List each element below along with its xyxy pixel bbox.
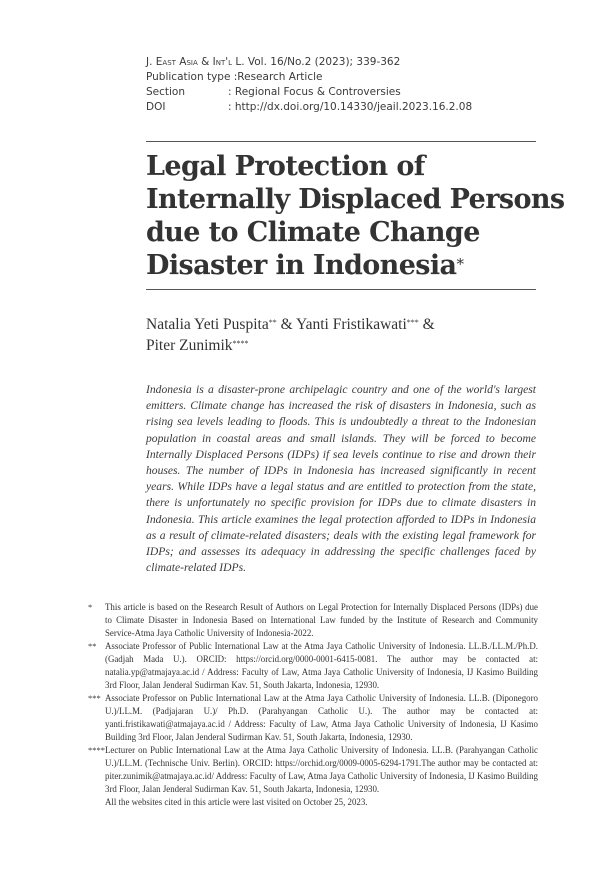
- footnote: [88, 692, 538, 744]
- footnote: [88, 640, 538, 692]
- publication-type-label: Publication type :: [146, 71, 238, 83]
- footnote-text: This article is based on the Research Result of Authors on Legal Protection for Internally Displaced Persons (IDPs) due to Climate Disaster in Indonesia Based on International Law funded by the Institute of Research and Community Service-Atma Jaya Catholic University of Indonesia-2022.: [105, 602, 538, 638]
- publication-type: [146, 70, 546, 85]
- title-line: Legal Protection of: [146, 151, 425, 182]
- title-line: Internally Displaced Persons: [146, 184, 565, 215]
- doi-label: DOI: [146, 101, 166, 113]
- doi: [146, 100, 546, 115]
- footnote-mark: ***: [88, 693, 101, 703]
- footnote-mark: **: [88, 641, 97, 651]
- title-line: due to Climate Change: [146, 217, 480, 248]
- author-name: Natalia Yeti Puspita: [146, 316, 269, 333]
- author-name: Yanti Fristikawati: [295, 316, 407, 333]
- title-line: Disaster in Indonesia*: [146, 250, 464, 281]
- footnote-websites-note: All the websites cited in this article were last visited on October 25, 2023.: [105, 797, 368, 807]
- publication-type-value: Research Article: [237, 71, 323, 83]
- author-footnote-mark[interactable]: ***: [406, 318, 419, 327]
- footnote-mark: ****: [88, 745, 105, 755]
- title-footnote-mark[interactable]: *: [456, 255, 464, 273]
- footnote-text: Associate Professor of Public International Law at the Atma Jaya Catholic University of Indonesia. LL.B./LL.M./Ph.D. (Gadjah Mada U.). ORCID: https://orcid.org/0000-0001-6415-0081. The author may be contacted at: natalia.yp@atmajaya.ac.id / Address: Faculty of Law, Atma Jaya Catholic University of Indonesia, IJ Kasimo Building 3rd Floor, Jalan Jenderal Sudirman Kav. 51, South Jakarta, Indonesia, 12930.: [105, 641, 538, 690]
- section-value: : Regional Focus & Controversies: [228, 86, 401, 98]
- author-name: Piter Zunimik: [146, 337, 233, 354]
- footnotes: [88, 601, 538, 809]
- title-divider: [146, 289, 536, 290]
- footnote-mark: *: [88, 602, 93, 612]
- doi-value[interactable]: : http://dx.doi.org/10.14330/jeail.2023.16.2.08: [228, 101, 473, 113]
- author-footnote-mark[interactable]: ****: [232, 339, 249, 348]
- footnote-text: Associate Professor on Public International Law at the Atma Jaya Catholic University of Indonesia. LL.B. (Diponegoro U.)/LL.M. (Padjajaran U.)/ Ph.D. (Parahyangan Catholic U.). The author may be contacted at: yanti.fristikawati@atmajaya.ac.id / Address: Faculty of Law, Atma Jaya Catholic University of Indonesia, IJ Kasimo Building 3rd Floor, Jalan Jenderal Sudirman Kav. 51, South Jakarta, Indonesia, 12930.: [105, 693, 538, 742]
- footnote: [88, 601, 538, 640]
- abstract: Indonesia is a disaster-prone archipelagic country and one of the world's largest emitters. Climate change has increased the risk of disasters in Indonesia, such as rising sea levels leading to floods. This is undoubtedly a threat to the Indonesian population in coastal areas and small islands. They will be forced to become Internally Displaced Persons (IDPs) if sea levels continue to rise and drown their houses. The number of IDPs in Indonesia has increased significantly in recent years. While IDPs have a legal status and are entitled to protection from the state, there is unfortunately no specific provision for IDPs due to climate disasters in Indonesia. This article examines the legal protection afforded to IDPs in Indonesia as a result of climate-related disasters; deals with the existing legal framework for IDPs; and assesses its adequacy in addressing the specific challenges faced by climate-related IDPs.: [146, 383, 536, 575]
- journal-citation: J. East Asia & Int'l L. Vol. 16/No.2 (2023); 339-362: [146, 56, 401, 68]
- section-label: Section: [146, 86, 186, 98]
- footnote-text: Lecturer on Public International Law at the Atma Jaya Catholic University of Indonesia. LL.B. (Parahyangan Catholic U.)/LL.M. (Technische Univ. Berlin). ORCID: https://orchid.org/0009-0005-6294-1791.The author may be contacted at: piter.zunimik@atmajaya.ac.id/ Address: Faculty of Law, Atma Jaya Catholic University of Indonesia, IJ Kasimo Building 3rd Floor, Jalan Jenderal Sudirman Kav. 51, South Jakarta, Indonesia, 12930.: [105, 745, 538, 794]
- section: [146, 85, 546, 100]
- author-list: Natalia Yeti Puspita** & Yanti Fristikawati*** & Piter Zunimik****: [146, 316, 435, 354]
- author-footnote-mark[interactable]: **: [268, 318, 277, 327]
- top-divider: [146, 141, 536, 142]
- article-title: [146, 150, 565, 282]
- article-metadata: [146, 55, 546, 115]
- footnote: [88, 744, 538, 796]
